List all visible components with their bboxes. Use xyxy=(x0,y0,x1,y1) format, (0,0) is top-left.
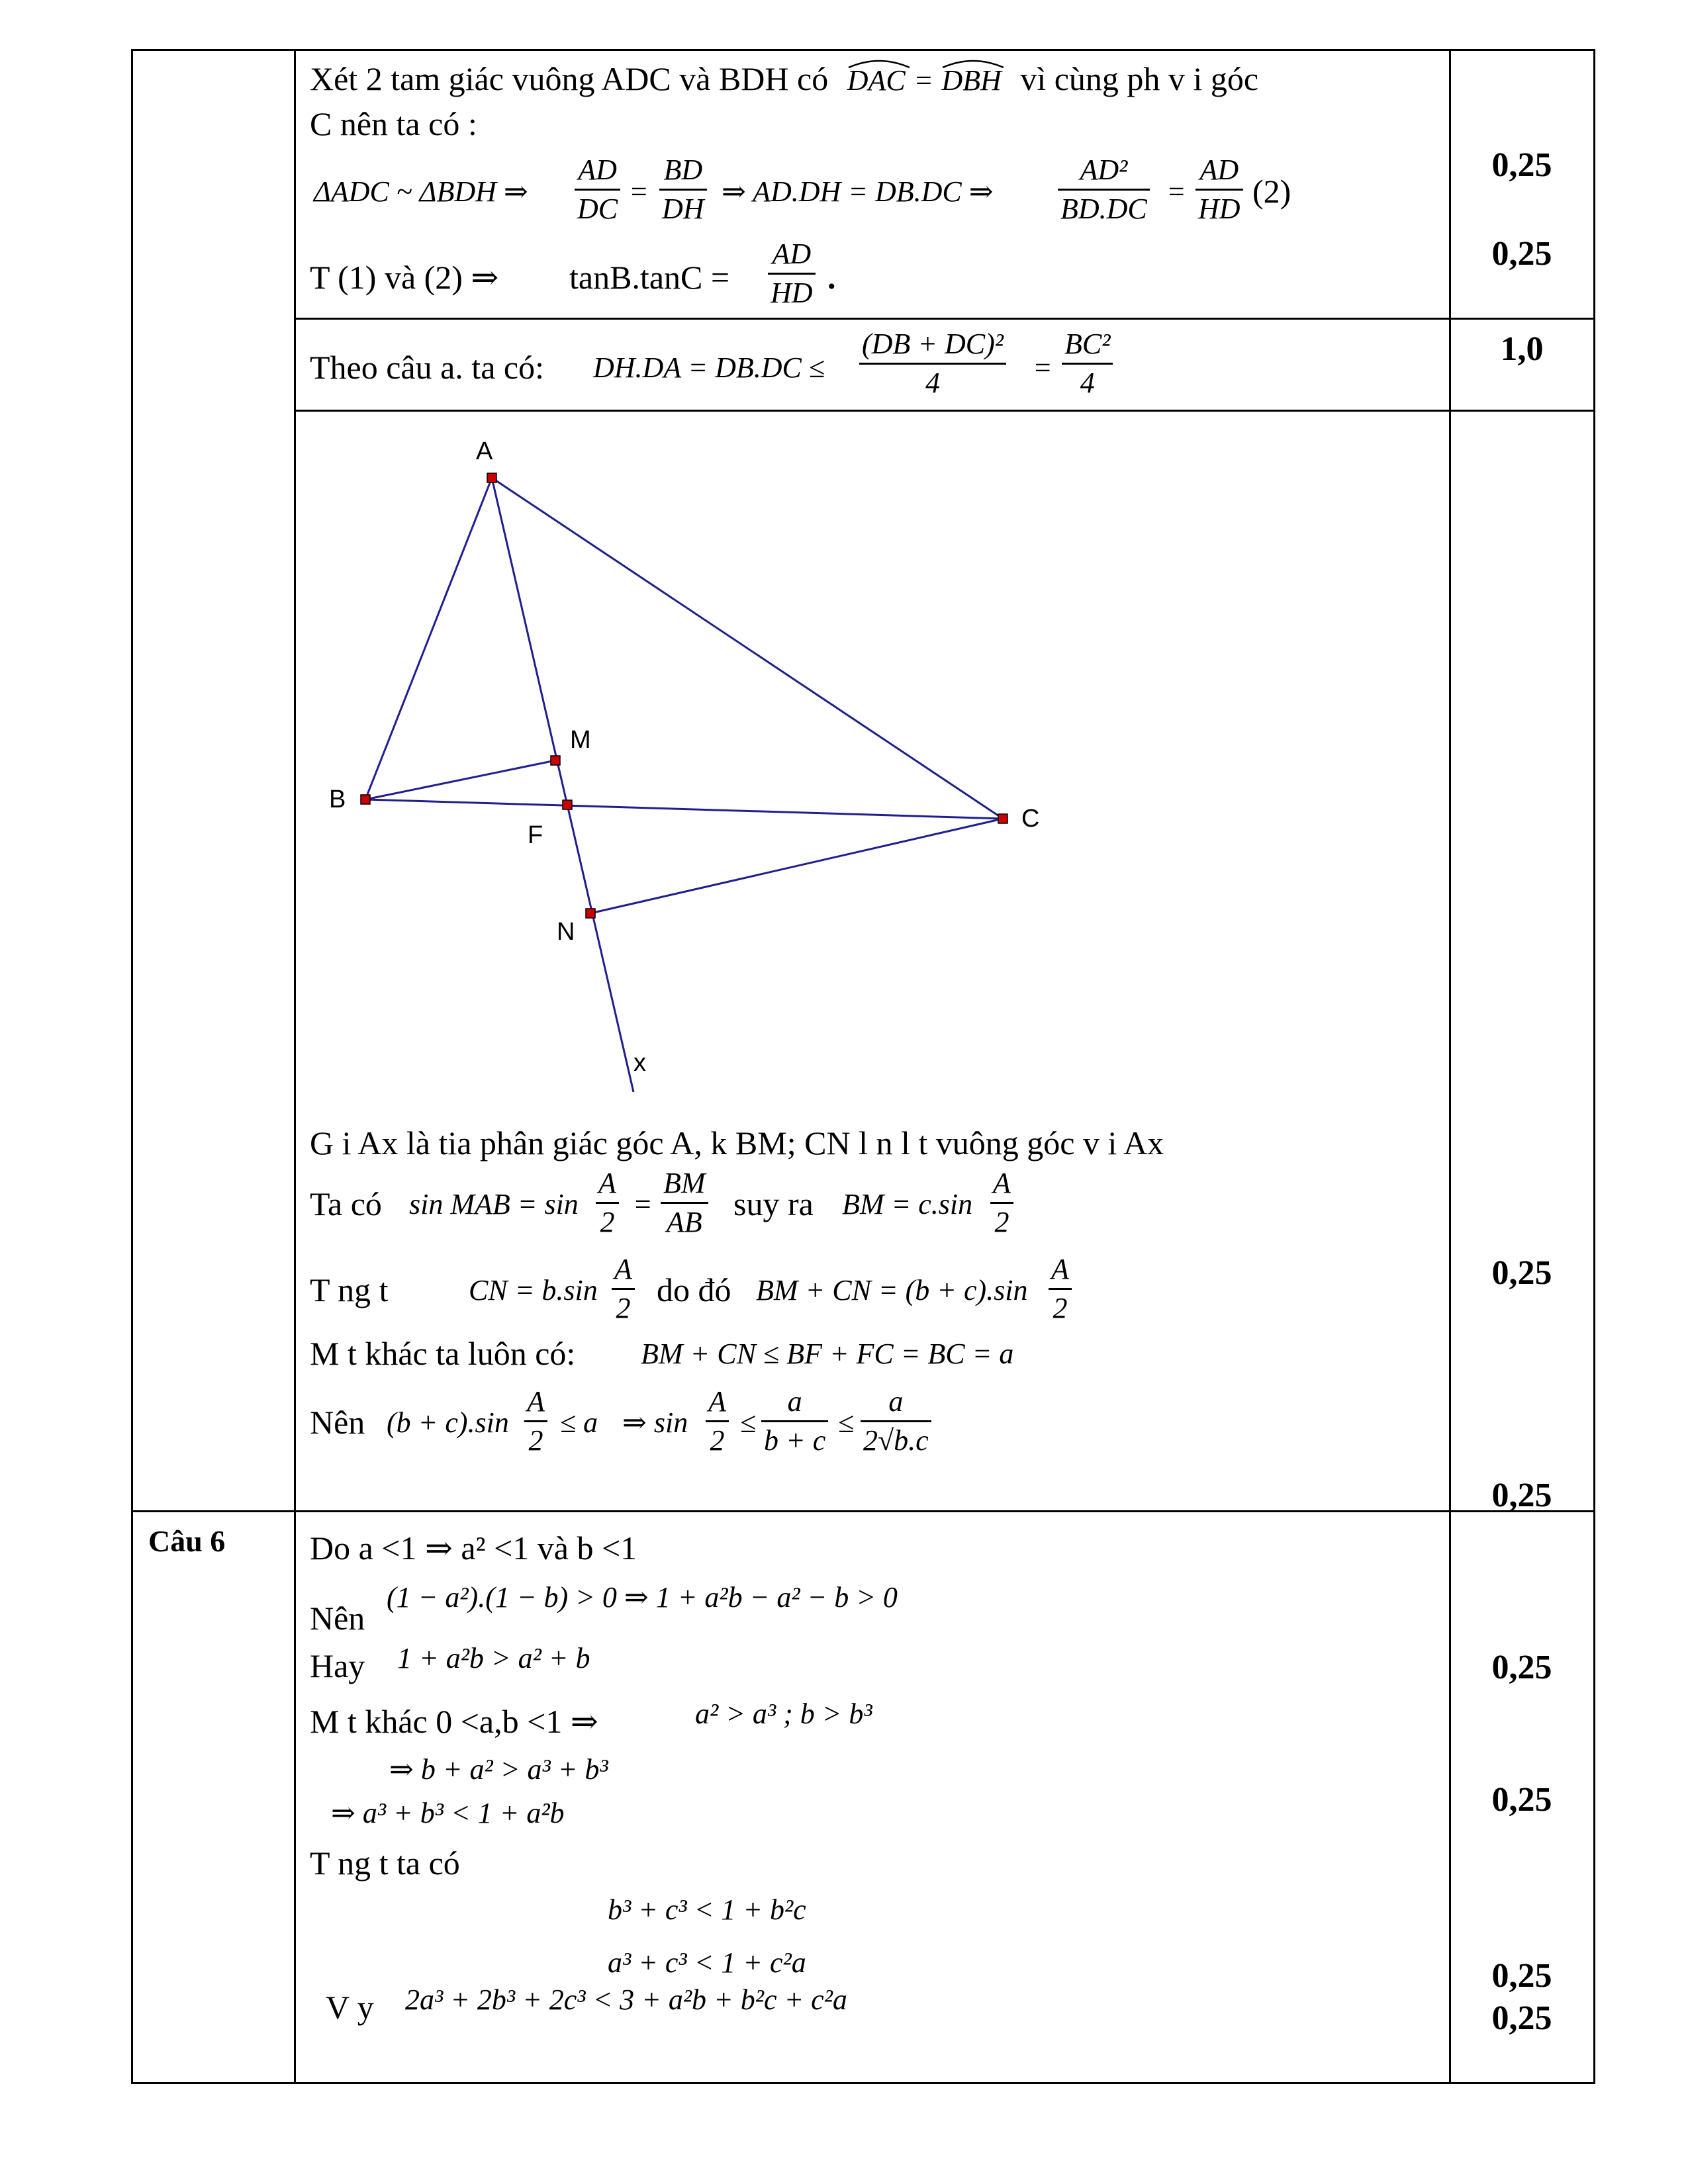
point-b xyxy=(361,795,370,804)
table-border-top xyxy=(131,49,1595,51)
segment-bc xyxy=(365,799,1003,819)
label-c: C xyxy=(1021,805,1040,833)
row3-line2-lead: Ta có xyxy=(310,1185,382,1222)
row3-line3-lead: T ng t xyxy=(310,1271,389,1308)
bm-formula: BM = c.sin xyxy=(842,1188,973,1220)
row-divider-3 xyxy=(131,1510,1595,1512)
fraction-a-2: $\frac{A}{2}$ xyxy=(524,1387,547,1455)
triangle-figure xyxy=(296,412,1461,1126)
score-r3-1: 0,25 xyxy=(1491,1254,1552,1292)
angle-dac: DAC xyxy=(847,64,906,97)
question-label: Câu 6 xyxy=(148,1524,226,1558)
similar-relation: ΔADC ~ ΔBDH ⇒ xyxy=(314,175,528,208)
row1-line2-text: C nên ta có : xyxy=(310,105,477,142)
label-a: A xyxy=(476,437,493,465)
fraction-a-2: $\frac{A}{2}$ xyxy=(990,1169,1013,1237)
le-a: ≤ a xyxy=(560,1406,598,1439)
score-r4-4: 0,25 xyxy=(1491,1999,1552,2037)
cn-formula: CN = b.sin xyxy=(469,1274,598,1306)
label-b: B xyxy=(329,786,346,813)
score-r1-1: 0,25 xyxy=(1491,146,1552,184)
row3-line4-lead: M t khác ta luôn có: xyxy=(310,1335,576,1372)
do-do: do đó xyxy=(657,1271,731,1308)
row-divider-1 xyxy=(294,318,1595,320)
le-sign: ≤ xyxy=(740,1406,757,1439)
suy-ra: suy ra xyxy=(733,1185,814,1222)
score-r2: 1,0 xyxy=(1500,330,1544,368)
point-c xyxy=(998,814,1008,823)
fraction-bd-dh: $\frac{BD}{DH}$ xyxy=(659,156,707,224)
row4-line9: a³ + c³ < 1 + c²a xyxy=(608,1946,806,1979)
row2-expression: DH.DA = DB.DC ≤ xyxy=(593,351,825,384)
row4-line3-lead: Hay xyxy=(310,1647,365,1684)
row4-line8: b³ + c³ < 1 + b²c xyxy=(608,1893,806,1926)
equals-sign: = xyxy=(1166,175,1186,208)
point-a xyxy=(487,473,496,482)
label-n: N xyxy=(557,918,575,946)
table-border-left xyxy=(131,49,133,2084)
fraction-a-2: $\frac{A}{2}$ xyxy=(706,1387,729,1455)
fraction-a-bc: $\frac{a}{b + c}$ xyxy=(761,1387,828,1455)
fraction-sum-squared: $\frac{\text{(DB + DC)²}}{4}$ xyxy=(859,330,1006,398)
angle-dbh: DBH xyxy=(941,64,1002,97)
row4-line2-lead: Nên xyxy=(310,1600,365,1637)
row4-line7: T ng t ta có xyxy=(310,1844,460,1882)
point-m xyxy=(551,756,560,765)
segment-ab xyxy=(365,478,492,799)
segment-ac xyxy=(492,478,1003,819)
fraction-ad2-bddc: $\frac{\text{AD²}}{BD.DC}$ xyxy=(1058,156,1150,224)
row4-line10-lead: V y xyxy=(326,1989,374,2026)
le-sign: ≤ xyxy=(838,1406,855,1439)
fraction-bc2: $\frac{\text{BC²}}{4}$ xyxy=(1062,330,1113,398)
tan-product: tanB.tanC = xyxy=(569,259,730,296)
angle-hat-dac xyxy=(847,57,911,69)
score-r4-3: 0,25 xyxy=(1491,1957,1552,1995)
equals-sign: = xyxy=(1033,351,1053,384)
sin-mab: sin MAB = sin xyxy=(409,1188,579,1220)
label-x: x xyxy=(633,1049,646,1077)
row4-line10-math: 2a³ + 2b³ + 2c³ < 3 + a²b + b²c + c²a xyxy=(405,1983,847,2016)
row4-line3-math: 1 + a²b > a² + b xyxy=(397,1642,590,1674)
segment-cn xyxy=(590,819,1003,913)
fraction-bm-ab: $\frac{BM}{AB}$ xyxy=(661,1169,708,1237)
sum-sin: (b + c).sin xyxy=(387,1406,509,1439)
equation-tag-2: (2) xyxy=(1252,173,1291,210)
label-m: M xyxy=(570,726,591,754)
row4-line4-lead: M t khác 0 <a,b <1 ⇒ xyxy=(310,1703,598,1740)
triangle-inequality: BM + CN ≤ BF + FC = BC = a xyxy=(641,1338,1014,1370)
row4-line6: ⇒ a³ + b³ < 1 + a²b xyxy=(331,1797,565,1829)
fraction-ad-hd: $\frac{AD}{HD}$ xyxy=(1196,156,1243,224)
row4-line1: Do a <1 ⇒ a² <1 và b <1 xyxy=(310,1529,637,1567)
label-f: F xyxy=(528,821,543,849)
fraction-a-2: $\frac{A}{2}$ xyxy=(596,1169,619,1237)
fraction-ad-dc: $\frac{AD}{DC}$ xyxy=(575,156,620,224)
product-relation: ⇒ AD.DH = DB.DC ⇒ xyxy=(722,175,994,208)
fraction-ad-hd-result: $\frac{AD}{HD}$ xyxy=(768,240,816,308)
ray-ax xyxy=(492,478,633,1092)
row4-line4-math: a² > a³ ; b > b³ xyxy=(695,1698,872,1730)
row1-conclusion-lead: T (1) và (2) ⇒ xyxy=(310,259,499,296)
sum-formula: BM + CN = (b + c).sin xyxy=(756,1274,1028,1306)
fraction-a-2: $\frac{A}{2}$ xyxy=(1049,1255,1072,1323)
segment-bm xyxy=(365,760,555,799)
row3-line1: G i Ax là tia phân giác góc A, k BM; CN l n l t vuông góc v i Ax xyxy=(310,1124,1164,1161)
table-border-bottom xyxy=(131,2082,1595,2084)
score-r4-1: 0,25 xyxy=(1491,1649,1552,1686)
final-dot: . xyxy=(827,259,836,296)
score-r3-2: 0,25 xyxy=(1491,1477,1552,1514)
row3-line5-lead: Nên xyxy=(310,1404,365,1441)
equals-sign: = xyxy=(633,1188,653,1220)
point-n xyxy=(586,909,595,918)
fraction-a-2sqrtbc: $\frac{a}{2√b.c}$ xyxy=(861,1387,931,1455)
score-r1-2: 0,25 xyxy=(1491,235,1552,273)
row2-lead: Theo câu a. ta có: xyxy=(310,349,544,386)
fraction-a-2: $\frac{A}{2}$ xyxy=(612,1255,635,1323)
row4-line2-math: (1 − a²).(1 − b) > 0 ⇒ 1 + a²b − a² − b > 0 xyxy=(387,1581,898,1614)
row4-line5: ⇒ b + a² > a³ + b³ xyxy=(389,1753,608,1786)
point-f xyxy=(563,800,572,809)
score-r4-2: 0,25 xyxy=(1491,1781,1552,1819)
row1-line1-text: Xét 2 tam giác vuông ADC và BDH có DAC = DBH vì cùng ph v i góc xyxy=(310,62,1258,95)
implies-sin: ⇒ sin xyxy=(622,1406,688,1439)
equals-sign: = xyxy=(629,175,649,208)
angle-hat-dbh xyxy=(941,57,1005,69)
